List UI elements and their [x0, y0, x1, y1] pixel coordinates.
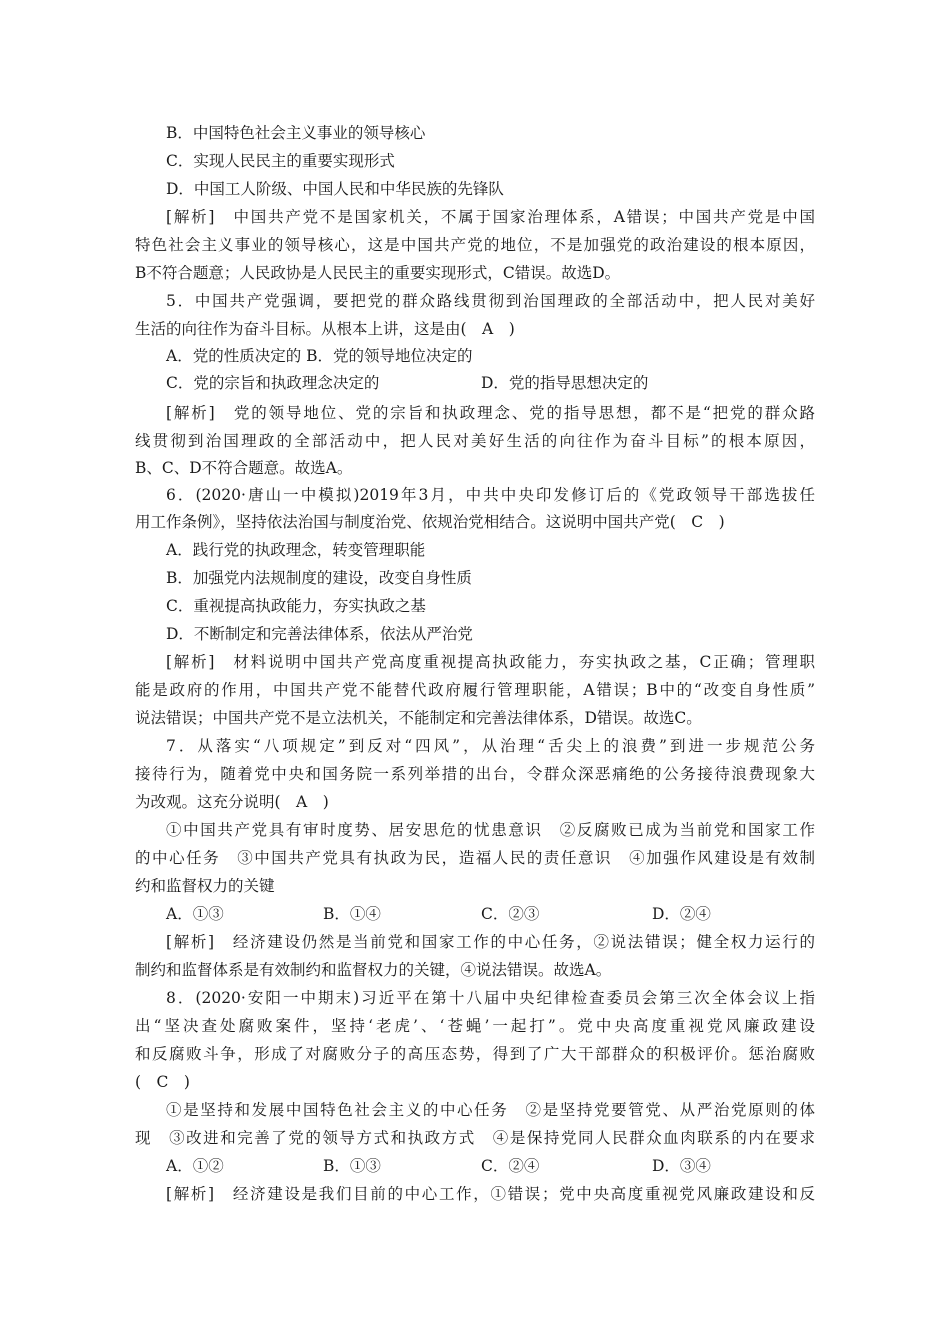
q4-analysis-line: B不符合题意；人民政协是人民民主的重要实现形式，C错误。故选D。 — [135, 264, 621, 282]
q7-analysis-line: [解析] 经济建设仍然是当前党和国家工作的中心任务，②说法错误；健全权力运行的 — [166, 933, 815, 951]
q8-analysis-line: [解析] 经济建设是我们目前的中心工作，①错误；党中央高度重视党风廉政建设和反 — [166, 1185, 815, 1203]
q7-option-a: A．①③ — [166, 905, 224, 923]
q6-stem-line: 6．(2020·唐山一中模拟)2019年3月，中共中央印发修订后的《党政领导干部选拔任 — [166, 486, 815, 504]
q8-option-c: C．②④ — [481, 1157, 540, 1175]
q4-option-c: C．实现人民民主的重要实现形式 — [166, 152, 395, 170]
q8-option-a: A．①② — [166, 1157, 224, 1175]
q4-analysis-line: 特色社会主义事业的领导核心，这是中国共产党的地位，不是加强党的政治建设的根本原因， — [135, 236, 815, 254]
q5-analysis-line: B、C、D不符合题意。故选A。 — [135, 459, 353, 477]
q6-stem-line: 用工作条例》，坚持依法治国与制度治党、依规治党相结合。这说明中国共产党( C ) — [135, 513, 725, 531]
q6-analysis-line: 能是政府的作用，中国共产党不能替代政府履行管理职能，A错误；B中的“改变自身性质” — [135, 681, 815, 699]
q8-stem-line: 和反腐败斗争，形成了对腐败分子的高压态势，得到了广大干部群众的积极评价。惩治腐败 — [135, 1045, 815, 1063]
q6-option-c: C．重视提高执政能力，夯实执政之基 — [166, 597, 426, 615]
q5-stem-line: 5．中国共产党强调，要把党的群众路线贯彻到治国理政的全部活动中，把人民对美好 — [166, 292, 815, 310]
q5-analysis-line: 线贯彻到治国理政的全部活动中，把人民对美好生活的向往作为奋斗目标”的根本原因， — [135, 432, 815, 450]
q8-stem-line: 8．(2020·安阳一中期末)习近平在第十八届中央纪律检查委员会第三次全体会议上指 — [166, 989, 815, 1007]
q6-analysis-line: 说法错误；中国共产党不是立法机关，不能制定和完善法律体系，D错误。故选C。 — [135, 709, 702, 727]
q5-analysis-line: [解析] 党的领导地位、党的宗旨和执政理念、党的指导思想，都不是“把党的群众路 — [166, 404, 815, 422]
q8-stem-line: 出“坚决查处腐败案件，坚持‘老虎’、‘苍蝇’一起打”。党中央高度重视党风廉政建设 — [135, 1017, 815, 1035]
q7-analysis-line: 制约和监督体系是有效制约和监督权力的关键，④说法错误。故选A。 — [135, 961, 612, 979]
q7-stem-line: 为改观。这充分说明( A ) — [135, 793, 329, 811]
q6-option-b: B．加强党内法规制度的建设，改变自身性质 — [166, 569, 472, 587]
q7-statements-line: 的中心任务 ③中国共产党具有执政为民，造福人民的责任意识 ④加强作风建设是有效制 — [135, 849, 815, 867]
q7-option-d: D．②④ — [652, 905, 711, 923]
q5-stem-line: 生活的向往作为奋斗目标。从根本上讲，这是由( A ) — [135, 320, 515, 338]
q8-statements-line: 现 ③改进和完善了党的领导方式和执政方式 ④是保持党同人民群众血肉联系的内在要求 — [135, 1129, 815, 1147]
q5-option-d: D．党的指导思想决定的 — [481, 374, 649, 392]
q4-option-b: B．中国特色社会主义事业的领导核心 — [166, 124, 426, 142]
q7-statements-line: ①中国共产党具有审时度势、居安思危的忧患意识 ②反腐败已成为当前党和国家工作 — [166, 821, 815, 839]
q6-option-a: A．践行党的执政理念，转变管理职能 — [166, 541, 426, 559]
q7-statements-line: 约和监督权力的关键 — [135, 877, 275, 895]
q7-stem-line: 7．从落实“八项规定”到反对“四风”，从治理“舌尖上的浪费”到进一步规范公务 — [166, 737, 815, 755]
q7-option-b: B．①④ — [323, 905, 381, 923]
q4-analysis-line: [解析] 中国共产党不是国家机关，不属于国家治理体系，A错误；中国共产党是中国 — [166, 208, 815, 226]
q6-option-d: D．不断制定和完善法律体系，依法从严治党 — [166, 625, 473, 643]
q5-options-ab: A．党的性质决定的 B．党的领导地位决定的 — [166, 347, 473, 365]
q4-option-d: D．中国工人阶级、中国人民和中华民族的先锋队 — [166, 180, 504, 198]
q8-answer-bracket: ( C ) — [135, 1073, 190, 1091]
q8-option-b: B．①③ — [323, 1157, 381, 1175]
q7-stem-line: 接待行为，随着党中央和国务院一系列举措的出台，令群众深恶痛绝的公务接待浪费现象大 — [135, 765, 815, 783]
q8-statements-line: ①是坚持和发展中国特色社会主义的中心任务 ②是坚持党要管党、从严治党原则的体 — [166, 1101, 815, 1119]
q7-option-c: C．②③ — [481, 905, 540, 923]
q8-option-d: D．③④ — [652, 1157, 711, 1175]
q5-option-c: C．党的宗旨和执政理念决定的 — [166, 374, 380, 392]
q6-analysis-line: [解析] 材料说明中国共产党高度重视提高执政能力，夯实执政之基，C正确；管理职 — [166, 653, 815, 671]
